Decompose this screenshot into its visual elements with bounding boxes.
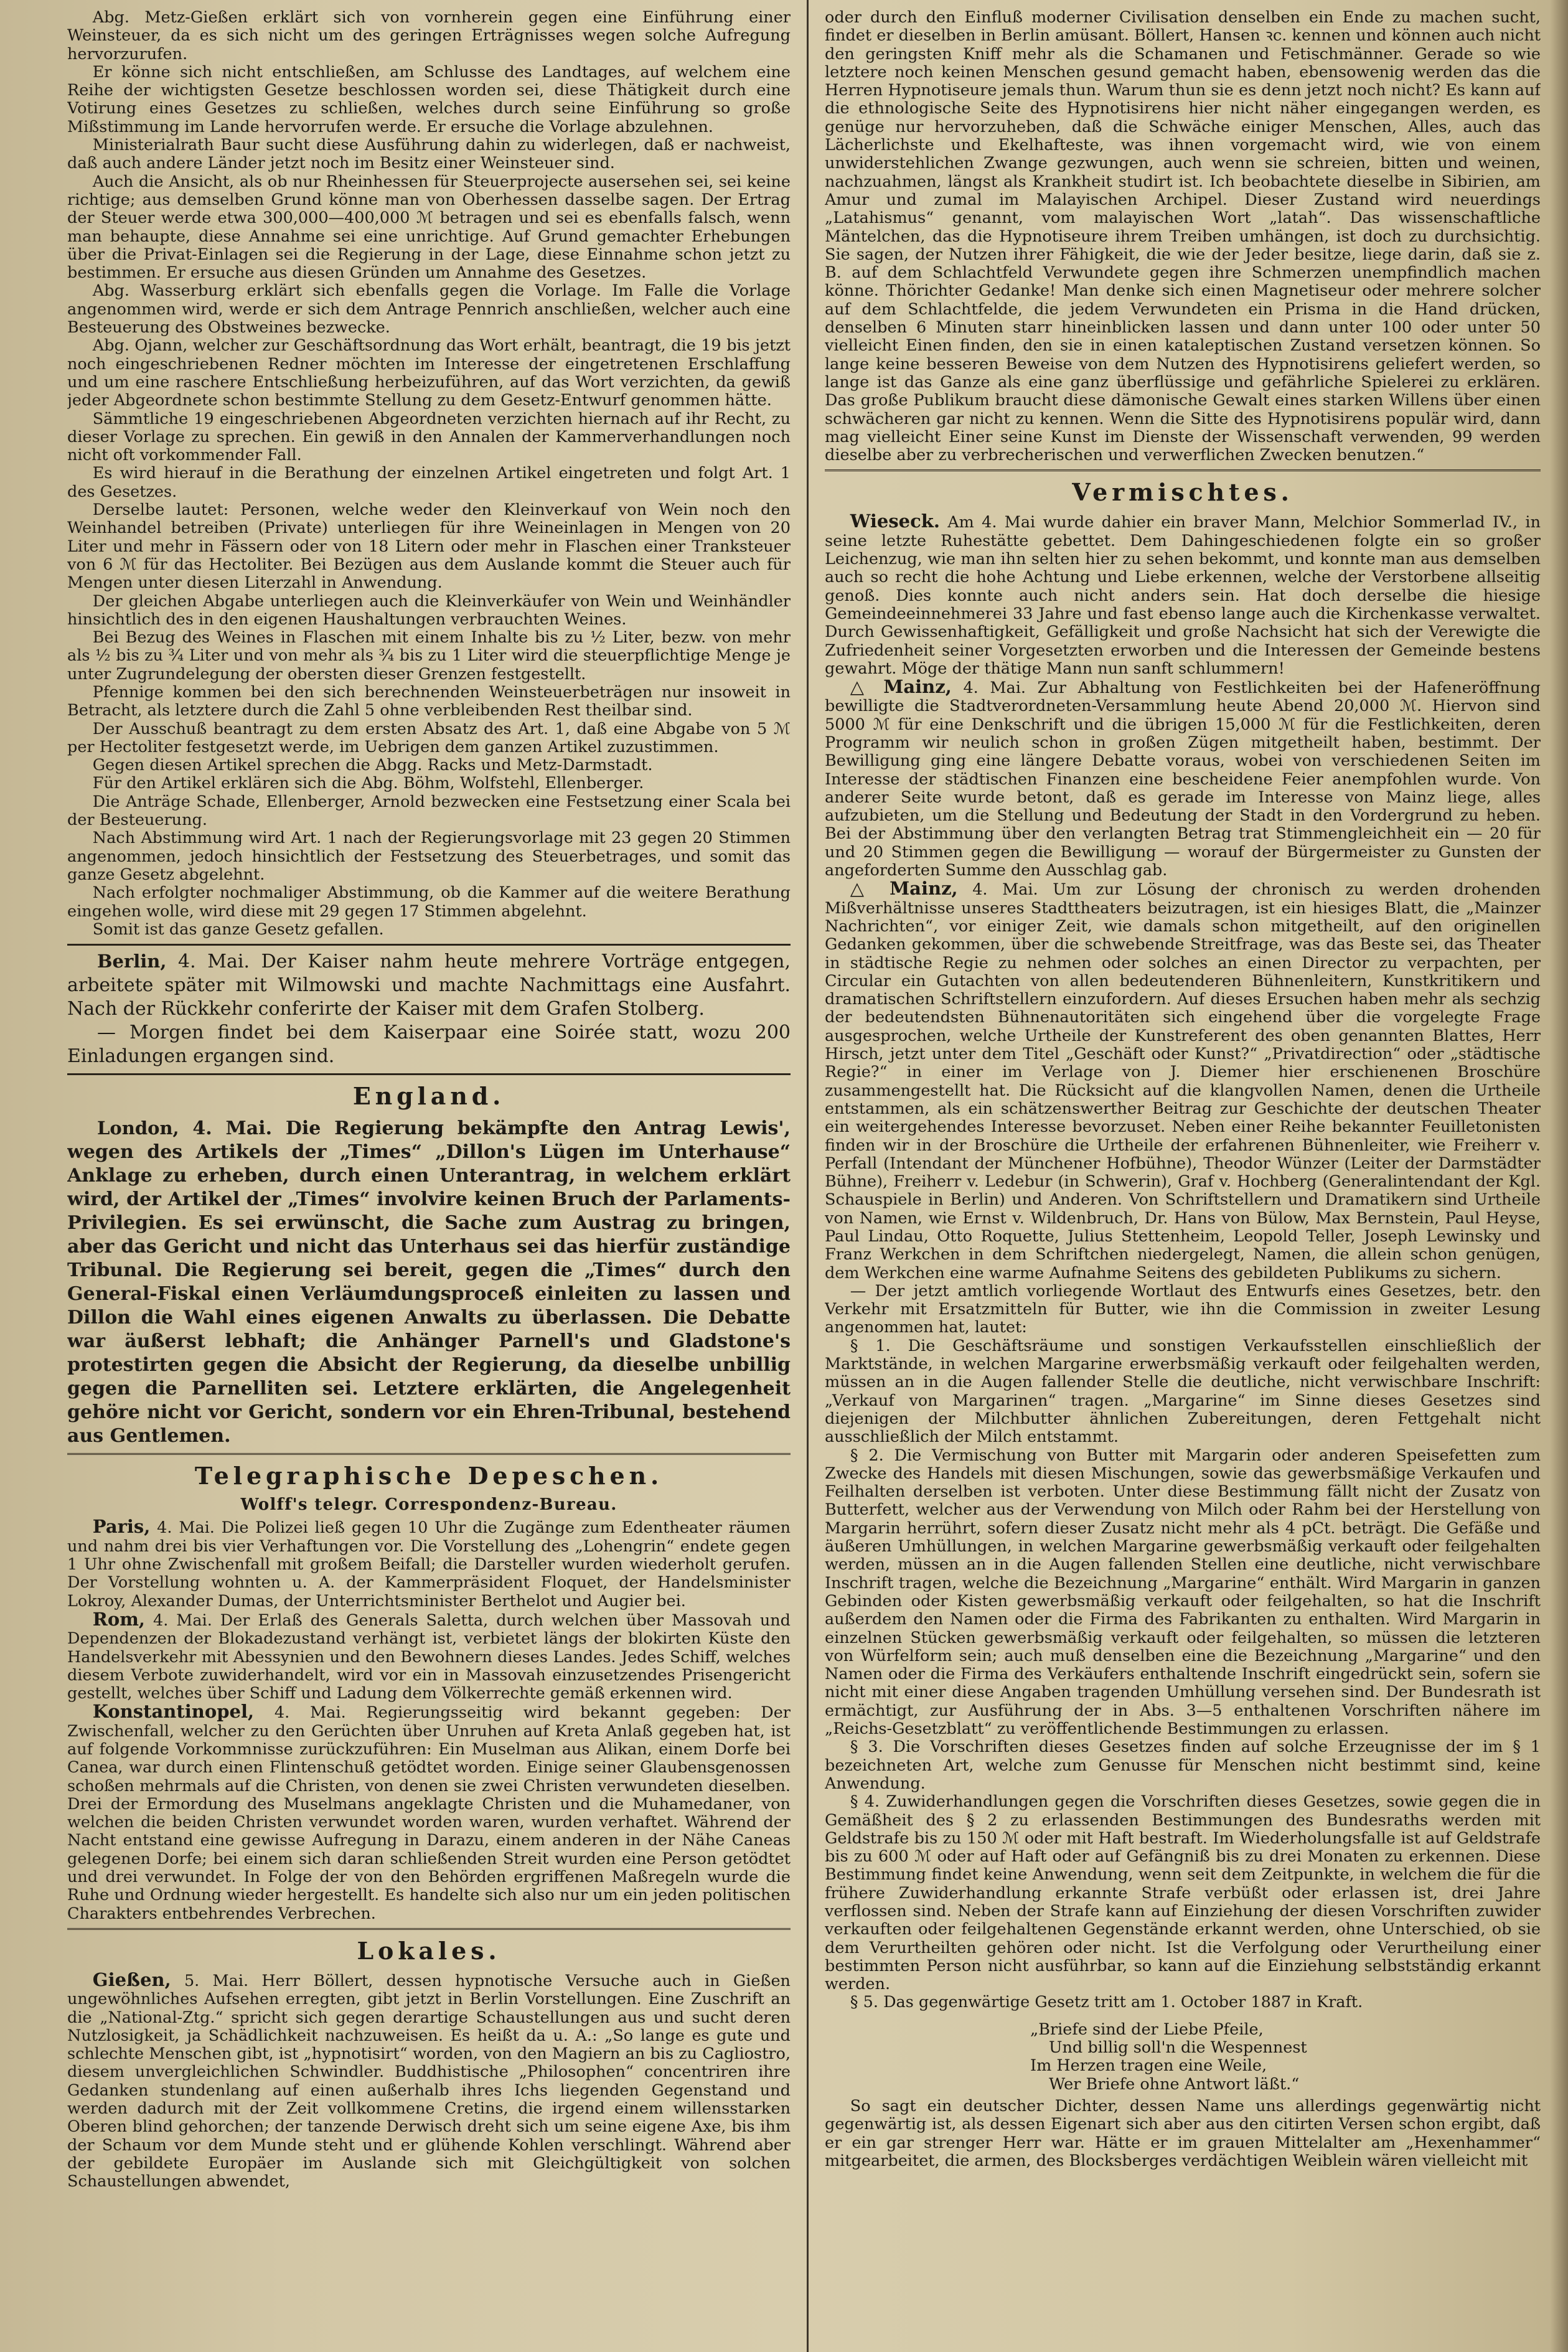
- telegram-text: 4. Mai. Die Polizei ließ gegen 10 Uhr die Zugänge zum Edentheater räumen und nahm drei bis vier Verhaftungen vor. Die Vorstellung des „Lohengrin“ endete gegen 1 Uhr ohne Zwischenfall mit großem Beifall; die Darsteller wurden wiederholt gerufen. Der Vorstellung wohnten u. A. der Kammerpräsident Floquet, der Handelsminister Lokroy, Alexander Dumas, der Unterrichtsminister Berthelot und Augier bei.: [67, 1518, 791, 1611]
- law-paragraph: § 4. Zuwiderhandlungen gegen die Vorschriften dieses Gesetzes, sowie gegen die in Gemäßheit des § 2 zu erlassenden Bestimmungen des Bundesraths werden mit Geldstrafe bis zu 150 ℳ oder mit Haft bestraft. Im Wiederholungsfalle ist auf Geldstrafe bis zu 600 ℳ oder auf Haft oder auf Gefängniß bis zu drei Monaten zu erkennen. Diese Bestimmung findet keine Anwendung, wenn seit dem Zeitpunkte, in welchem die für die frühere Zuwiderhandlung erkannte Strafe verbüßt oder erlassen ist, drei Jahre verflossen sind. Neben der Strafe kann auf Einziehung der diesen Vorschriften zuwider verkauften oder feilgehaltenen Gegenstände erkannt werden, ohne Unterschied, ob sie dem Verurtheilten gehören oder nicht. Ist die Verfolgung oder Verurtheilung einer bestimmten Person nicht ausführbar, so kann auf die Einziehung selbstständig erkannt werden.: [825, 1792, 1541, 1994]
- berlin-place: Berlin,: [97, 951, 167, 972]
- poem-line: Wer Briefe ohne Antwort läßt.“: [1049, 2074, 1300, 2094]
- page-edge-shadow: [1550, 0, 1568, 2352]
- column-divider: [807, 0, 809, 2352]
- wieseck-text: Am 4. Mai wurde dahier ein braver Mann, Melchior Sommerlad IV., in seine letzte Ruhestätte gebettet. Dem Dahingeschiedenen folgte ein so großer Leichenzug, wie man ihn selten hier zu sehen bekommt, und konnte man aus demselben auch so recht die hohe Achtung und Liebe erkennen, welche der Verstorbene allseitig genoß. Dies konnte auch nicht anders sein. Hat doch derselbe die hiesige Gemeindeeinnehmerei 33 Jahre und fast ebenso lange auch die Kirchenkasse verwaltet. Durch Gewissenhaftigkeit, Gefälligkeit und große Nachsicht hat sich der Verewigte die Zufriedenheit seiner Vorgesetzten erworben und die Interessen der Gemeinde bestens gewahrt. Möge der thätige Mann nun sanft schlummern!: [825, 513, 1541, 678]
- berlin-text: 4. Mai. Der Kaiser nahm heute mehrere Vorträge entgegen, arbeitete später mit Wilmowski und machte Nachmittags eine Ausfahrt. Nach der Rückkehr conferirte der Kaiser mit dem Grafen Stolberg.: [67, 951, 791, 1020]
- mainz-place: △ Mainz,: [850, 878, 958, 900]
- landtag-paragraph: Sämmtliche 19 eingeschriebenen Abgeordneten verzichten hiernach auf ihr Recht, zu dieser Vorlage zu sprechen. Ein gewiß in den Annalen der Kammerverhandlungen noch nicht oft vorkommender Fall.: [67, 409, 791, 465]
- landtag-paragraph: Pfennige kommen bei den sich berechnenden Weinsteuerbeträgen nur insoweit in Betracht, als letztere durch die Zahl 5 ohne verbleibenden Rest theilbar sind.: [67, 682, 791, 720]
- landtag-report: [67, 9, 791, 939]
- landtag-paragraph: Bei Bezug des Weines in Flaschen mit einem Inhalte bis zu ½ Liter, bezw. von mehr als ½ bis zu ¾ Liter und von mehr als ¾ bis zu 1 Liter wird die steuerpflichtige Menge je unter Zugrundelegung der obersten dieser Grenzen festgestellt.: [67, 628, 791, 684]
- divider: [67, 1453, 791, 1455]
- mainz-place: △ Mainz,: [850, 676, 952, 698]
- landtag-paragraph: Er könne sich nicht entschließen, am Schlusse des Landtages, auf welchem eine Reihe der wichtigsten Gesetze beschlossen worden sei, diese Thätigkeit durch eine Votirung eines Gesetzes zu schließen, welches durch seine Einführung so große Mißstimmung im Lande hervorrufen werde. Er ersuche die Vorlage abzulehnen.: [67, 62, 791, 136]
- wieseck-place: Wieseck.: [850, 510, 940, 532]
- section-heading-england: England.: [352, 1082, 505, 1111]
- giessen-item: [67, 1971, 791, 2191]
- margarine-law: [825, 1337, 1541, 2012]
- telegram-item: [67, 1608, 791, 1703]
- london-text: 4. Mai. Die Regierung bekämpfte den Antrag Lewis', wegen des Artikels der „Times“ „Dillon's Lügen im Unterhause“ Anklage zu erheben, durch einen Unterantrag, in welchem erklärt wird, der Artikel der „Times“ involvire keinen Bruch der Parlaments-Privilegien. Es sei erwünscht, die Sache zum Austrag zu bringen, aber das Gericht und nicht das Unterhaus sei das hierfür zuständige Tribunal. Die Regierung sei bereit, gegen die „Times“ durch den General-Fiskal einen Verläumdungsproceß einleiten zu lassen und Dillon die Wahl eines eigenen Anwalts zu überlassen. Die Debatte war äußerst lebhaft; die Anhänger Parnell's und Gladstone's protestirten gegen die Absicht der Regierung, da dieselbe unbillig gegen die Parnelliten sei. Letztere erklärten, die Angelegenheit gehöre nicht vor Gericht, sondern vor ein Ehren-Tribunal, bestehend aus Gentlemen.: [67, 1117, 791, 1447]
- law-paragraph: § 1. Die Geschäftsräume und sonstigen Verkaufsstellen einschließlich der Marktstände, in welchen Margarine erwerbsmäßig verkauft oder feilgehalten werden, müssen an in die Augen fallender Stelle die deutliche, nicht verwischbare Inschrift: „Verkauf von Margarinen“ tragen. „Margarine“ im Sinne dieses Gesetzes sind diejenigen der Milchbutter ähnlichen Zubereitungen, deren Fettgehalt nicht ausschließlich der Milch entstammt.: [825, 1336, 1541, 1447]
- right-column: [825, 9, 1541, 2343]
- mainz-text: 4. Mai. Zur Abhaltung von Festlichkeiten bei der Hafeneröffnung bewilligte die Stadtverordneten-Versammlung heute Abend 20,000 ℳ. Hiervon sind 5000 ℳ für eine Denkschrift und die übrigen 15,000 ℳ für die Festlichkeiten, deren Programm wir neulich schon in großen Zügen mitgetheilt haben, bestimmt. Der Bewilligung ging eine längere Debatte voraus, wobei von verschiedenen Seiten im Interesse der städtischen Finanzen eine bescheidene Feier anempfohlen wurde. Von anderer Seite wurde betont, daß es gerade im Interesse von Mainz liege, alles aufzubieten, um die Stellung und Bedeutung der Stadt in den Vordergrund zu heben. Bei der Abstimmung über den verlangten Betrag trat Stimmengleichheit ein — 20 für und 20 Stimmen gegen die Bewilligung — worauf der Bürgermeister zu Gunsten der angeforderten Summe den Ausschlag gab.: [825, 679, 1541, 880]
- landtag-paragraph: Nach erfolgter nochmaliger Abstimmung, ob die Kammer auf die weitere Berathung eingehen wolle, wird diese mit 29 gegen 17 Stimmen abgelehnt.: [67, 883, 791, 921]
- landtag-paragraph: Ministerialrath Baur sucht diese Ausführung dahin zu widerlegen, daß er nachweist, daß auch andere Länder jetzt noch im Besitz einer Weinsteuer sind.: [67, 136, 791, 173]
- telegram-item: [67, 1703, 791, 1923]
- divider: [67, 1073, 791, 1075]
- telegram-text: 4. Mai. Regierungsseitig wird bekannt gegeben: Der Zwischenfall, welcher zu den Gerüchten über Unruhen auf Kreta Anlaß gegeben hat, ist auf folgende Vorkommnisse zurückzuführen: Ein Muselman aus Alikan, einem Dorfe bei Canea, war durch einen Flintenschuß getödtet worden. Einige seiner Glaubensgenossen schoßen mehrmals auf die Christen, von denen sie zwei Christen verwundeten dieselben. Drei der Ermordung des Muselmans angeklagte Christen und die Muhamedaner, von welchen die beiden Christen verwundet worden waren, wurden verhaftet. Während der Nacht entstand eine gewisse Aufregung in Darazu, einem anderen in der Nähe Caneas gelegenen Dorfe; bei einem sich daran schließenden Streit wurden eine Person getödtet und drei verwundet. In Folge der von den Behörden ergriffenen Maßregeln wurde die Ruhe und Ordnung wieder hergestellt. Es handelte sich also nur um ein jeden politischen Charakters entbehrendes Verbrechen.: [67, 1703, 791, 1923]
- wieseck-item: [825, 512, 1541, 678]
- section-heading-telegraphic: Telegraphische Depeschen.: [194, 1462, 664, 1490]
- section-heading-lokales: Lokales.: [357, 1936, 501, 1965]
- landtag-paragraph: Der Ausschuß beantragt zu dem ersten Absatz des Art. 1, daß eine Abgabe von 5 ℳ per Hectoliter festgesetzt werde, im Uebrigen dem ganzen Artikel zuzustimmen.: [67, 719, 791, 756]
- landtag-paragraph: Derselbe lautet: Personen, welche weder den Kleinverkauf von Wein noch den Weinhandel betreiben (Private) unterliegen für ihre Weineinlagen in Mengen von 20 Liter und mehr in Fässern oder von 18 Litern oder mehr in Flaschen einer Tranksteuer von 6 ℳ für das Hectoliter. Bei Bezügen aus dem Auslande kommt die Steuer auch für Mengen unter diesen Literzahl in Anwendung.: [67, 501, 791, 593]
- margarine-intro: — Der jetzt amtlich vorliegende Wortlaut des Entwurfs eines Gesetzes, betr. den Verkehr mit Ersatzmitteln für Butter, wie ihn die Commission in zweiter Lesung angenommen hat, lautet:: [825, 1281, 1541, 1337]
- london-place: London,: [97, 1117, 179, 1139]
- telegram-text: 4. Mai. Der Erlaß des Generals Saletta, durch welchen über Massovah und Dependenzen der Blokadezustand verhängt ist, verbietet längs der blokirten Küste den Handelsverkehr mit Abessynien und den Bewohnern dieses Landes. Jedes Schiff, welches diesem Verbote zuwiderhandelt, wird vor ein in Massovah einzusetzendes Prisengericht gestellt, welches über Schiff und Ladung dem Völkerrechte gemäß erkennen wird.: [67, 1611, 791, 1703]
- mainz-item: [825, 880, 1541, 1282]
- law-paragraph: § 3. Die Vorschriften dieses Gesetzes finden auf solche Erzeugnisse der im § 1 bezeichneten Art, welche zum Genusse für Menschen nicht bestimmt sind, keine Anwendung.: [825, 1738, 1541, 1793]
- telegram-place: Rom,: [92, 1608, 146, 1630]
- law-paragraph: § 2. Die Vermischung von Butter mit Margarin oder anderen Speisefetten zum Zwecke des Handels mit diesen Mischungen, sowie das gewerbsmäßige Verkaufen und Feilhalten derselben ist verboten. Unter diese Bestimmung fällt nicht der Zusatz von Butterfett, welcher aus der Verwendung von Milch oder Rahm bei der Herstellung von Margarin herrührt, sofern dieser Zusatz nicht mehr als 4 pCt. beträgt. Die Gefäße und äußeren Umhüllungen, in welchen Margarine gewerbsmäßig verkauft oder feilgehalten werden, müssen an in die Augen fallenden Stellen eine deutliche, nicht verwischbare Inschrift tragen, welche die Bezeichnung „Margarine“ enthält. Wird Margarin in ganzen Gebinden oder Kisten gewerbsmäßig verkauft oder feilgehalten, so hat die Inschrift außerdem den Namen oder die Firma des Fabrikanten zu enthalten. Wird Margarin in einzelnen Stücken gewerbsmäßig verkauft oder feilgehalten, so müssen die letzteren von Würfelform sein; auch muß denselben eine die Bezeichnung „Margarine“ und den Namen oder die Firma des Verkäufers enthaltende Inschrift eingedrückt sein, sofern sie nicht mit einer diese Angaben tragenden Umhüllung versehen sind. Der Bundesrath ist ermächtigt, zur Ausführung der in Abs. 3—5 enthaltenen Vorschriften nähere im „Reichs-Gesetzblatt“ zu veröffentlichende Bestimmungen zu erlassen.: [825, 1446, 1541, 1739]
- landtag-paragraph: Gegen diesen Artikel sprechen die Abgg. Racks und Metz-Darmstadt.: [92, 756, 653, 775]
- poem: [1030, 2021, 1541, 2094]
- landtag-paragraph: Nach Abstimmung wird Art. 1 nach der Regierungsvorlage mit 23 gegen 20 Stimmen angenommen, jedoch hinsichtlich der Festsetzung des Steuerbetrages, und somit das ganze Gesetz abgelehnt.: [67, 829, 791, 884]
- giessen-text: 5. Mai. Herr Böllert, dessen hypnotische Versuche auch in Gießen ungewöhnliches Aufsehen erregten, gibt jetzt in Berlin Vorstellungen. Eine Zuschrift an die „National-Ztg.“ spricht sich gegen derartige Schaustellungen aus und sucht deren Nutzlosigkeit, ja Schädlichkeit nachzuweisen. Es heißt da u. A.: „So lange es gute und schlechte Menschen gibt, ist „hypnotisirt“ worden, von den Magiern an bis zu Cagliostro, diesem unvergleichlichen Schwindler. Buddhistische „Philosophen“ concentriren ihre Gedanken stundenlang auf einen außerhalb ihres Ichs liegenden Gegenstand und werden dadurch mit der Zeit vollkommene Cretins, die irgend einem willensstarken Oberen blind gehorchen; der tanzende Derwisch dreht sich um seine eigene Axe, bis ihm der Schaum vor dem Munde steht und er glühende Kohlen verschlingt. Während aber der gebildete Europäer im Auslande sich mit Gleichgültigkeit von solchen Schaustellungen abwendet,: [67, 1971, 791, 2191]
- landtag-paragraph: Es wird hierauf in die Berathung der einzelnen Artikel eingetreten und folgt Art. 1 des Gesetzes.: [67, 464, 791, 501]
- divider: [67, 944, 791, 946]
- divider: [67, 1928, 791, 1930]
- mainz-text: 4. Mai. Um zur Lösung der chronisch zu werden drohenden Mißverhältnisse unseres Stadttheaters beizutragen, ist ein hiesiges Blatt, die „Mainzer Nachrichten“, vor einiger Zeit, wie damals schon mitgetheilt, auf den originellen Gedanken gekommen, über die schwebende Streitfrage, was das Beste sei, das Theater in städtische Regie zu nehmen oder solches an einen Director zu verpachten, per Circular ein Gutachten von allen bedeutenderen Bühnenleitern, Kunstkritikern und dramatischen Schriftstellern einzufordern. Auf dieses Ersuchen haben mehr als sechzig der bedeutendsten Bühnenautoritäten sich eingehend über die vorgelegte Frage ausgesprochen, welche Urtheile der Kunstreferent des oben genannten Blattes, Herr Hirsch, jetzt unter dem Titel „Geschäft oder Kunst?“ „Privatdirection“ oder „städtische Regie?“ in einer im Verlage von J. Diemer hier erschienenen Broschüre zusammengestellt hat. Die Rücksicht auf die klangvollen Namen, denen die Urtheile entstammen, als ein schätzenswerther Beitrag zur Geschichte der deutschen Theater ein weitergehendes Interesse bevorzuset. Neben einer Reihe bekannter Feuilletonisten finden wir in der Broschüre die Urtheile der erfahrenen Bühnenleiter, wie Freiherr v. Perfall (Intendant der Münchener Hofbühne), Theodor Wünzer (Leiter der Darmstädter Bühne), Freiherr v. Ledebur (in Schwerin), Graf v. Hochberg (Generalintendant der Kgl. Schauspiele in Berlin) und Anderen. Von Schriftstellern und Dramatikern sind Urtheile von Namen, wie Ernst v. Wildenbruch, Dr. Hans von Bülow, Max Bernstein, Paul Heyse, Paul Lindau, Otto Roquette, Julius Stettenheim, Leopold Teller, Joseph Lewinsky und Franz Werkchen in dem Schriftchen niedergelegt, Namen, die allein schon genügen, dem Werkchen eine warme Aufnahme Seitens des gebildeten Publikums zu sichern.: [825, 880, 1541, 1282]
- closing-paragraph: So sagt ein deutscher Dichter, dessen Name uns allerdings gegenwärtig nicht gegenwärtig ist, als dessen Eigenart sich aber aus den citirten Versen schon ergibt, daß er ein gar strenger Herr war. Hätte er im grauen Mittelalter am „Hexenhammer“ mitgearbeitet, die armen, des Blocksberges verdächtigen Weiblein wären vielleicht mit: [825, 2096, 1541, 2170]
- lokales-continuation: oder durch den Einfluß moderner Civilisation denselben ein Ende zu machen sucht, findet er dieselben in Berlin amüsant. Böllert, Hansen ꝛc. kennen und können auch nicht den geringsten Kniff mehr als die Schamanen und Fetischmänner. Gerade so wie letztere noch keinen Menschen gesund gemacht haben, ebensowenig werden das die Herren Hypnotiseure jemals thun. Warum thun sie es denn jetzt noch nicht? Es kann auf die ethnologische Seite des Hypnotisirens hier nicht näher eingegangen werden, es genüge nur hervorzuheben, daß die Schwäche einiger Menschen, Alles, auch das Lächerlichste und Ekelhafteste, was ihnen vorgemacht wird, wie von einem unwiderstehlichen Zwange gezwungen, auch wenn sie schreien, bitten und weinen, nachzuahmen, längst als Krankheit studirt ist. Ich beobachtete dieselbe in Sibirien, am Amur und zumal im Malayischen Archipel. Dieser Zustand wird neuerdings „Latahismus“ genannt, vom malayischen Wort „latah“. Das wissenschaftliche Mäntelchen, das die Hypnotiseure ihrem Treiben umhängen, ist doch zu durchsichtig. Sie sagen, der Nutzen ihrer Fähigkeit, die wie der Jeder besitze, liege darin, daß sie z. B. auf dem Schlachtfeld Verwundete gegen ihre Schmerzen unempfindlich machen könne. Thörichter Gedanke! Man denke sich einen Magnetiseur oder mehrere solcher auf dem Schlachtfelde, die jedem Verwundeten ein Prisma in die Hand drücken, denselben 6 Minuten starr hineinblicken lassen und dann unter 100 oder unter 50 vielleicht Einen finden, den sie in einen kataleptischen Zustand versetzen können. So lange keine besseren Beweise von dem Nutzen des Hypnotisirens geliefert werden, so lange ist das Ganze als eine ganz überflüssige und gefährliche Spielerei zu erklären. Das große Publikum braucht diese dämonische Gewalt eines starken Willens über einen schwächeren gar nicht zu kennen. Wenn die Sitte des Hypnotisirens populär wird, dann mag vielleicht Einer seine Kunst im Dienste der Wissenschaft verwenden, 99 werden dieselbe aber zu verbrecherischen und verwerflichen Zwecken benutzen.“: [825, 9, 1541, 465]
- poem-line: Im Herzen tragen eine Weile,: [1030, 2056, 1267, 2076]
- law-paragraph: § 5. Das gegenwärtige Gesetz tritt am 1. October 1887 in Kraft.: [850, 1993, 1363, 2012]
- landtag-paragraph: Der gleichen Abgabe unterliegen auch die Kleinverkäufer von Wein und Weinhändler hinsichtlich des in den eigenen Haushaltungen verbrauchten Weines.: [67, 591, 791, 629]
- telegram-place: Konstantinopel,: [92, 1701, 255, 1723]
- divider: [825, 469, 1541, 471]
- landtag-paragraph: Abg. Wasserburg erklärt sich ebenfalls gegen die Vorlage. Im Falle die Vorlage angenommen wird, werde er sich dem Antrage Pennrich anschließen, welcher auch eine Besteuerung des Obstweines bezwecke.: [67, 281, 791, 337]
- poem-line: Und billig soll'n die Wespennest: [1049, 2038, 1307, 2058]
- london-item: [67, 1116, 791, 1448]
- telegraphic-bureau: Wolff's telegr. Correspondenz-Bureau.: [240, 1495, 617, 1515]
- mainz-item: [825, 678, 1541, 880]
- landtag-paragraph: Auch die Ansicht, als ob nur Rheinhessen für Steuerprojecte ausersehen sei, sei keine richtige; aus demselben Grund könne man von Oberhessen dasselbe sagen. Der Ertrag der Steuer werde etwa 300,000—400,000 ℳ betragen und sei es ebenfalls falsch, wenn man behaupte, diese Annahme sei eine unrichtige. Auf Grund gemachter Erhebungen über die Privat-Einlagen sei die Regierung in der Lage, diese Einnahme schon jetzt zu bestimmen. Er ersuche aus diesen Gründen um Annahme des Gesetzes.: [67, 172, 791, 283]
- landtag-paragraph: Für den Artikel erklären sich die Abg. Böhm, Wolfstehl, Ellenberger.: [92, 774, 644, 793]
- telegram-place: Paris,: [92, 1516, 151, 1538]
- poem-line: „Briefe sind der Liebe Pfeile,: [1030, 2020, 1264, 2039]
- giessen-place: Gießen,: [92, 1969, 171, 1990]
- left-column: [67, 9, 791, 2343]
- section-heading-vermischtes: Vermischtes.: [1072, 478, 1293, 507]
- landtag-paragraph: Abg. Metz-Gießen erklärt sich von vornherein gegen eine Einführung einer Weinsteuer, da es sich nicht um des geringen Erträgnisses wegen solche Aufregung hervorzurufen.: [67, 9, 791, 64]
- landtag-paragraph: Somit ist das ganze Gesetz gefallen.: [92, 920, 384, 939]
- landtag-paragraph: Die Anträge Schade, Ellenberger, Arnold bezwecken eine Festsetzung einer Scala bei der Besteuerung.: [67, 792, 791, 830]
- landtag-paragraph: Abg. Ojann, welcher zur Geschäftsordnung das Wort erhält, beantragt, die 19 bis jetzt noch eingeschriebenen Redner möchten im Interesse der eingetretenen Erschlaffung und um eine raschere Entschließung herbeizuführen, auf das Wort verzichten, da gewiß jeder Abgeordnete schon bestimmte Stellung zu dem Gesetz-Entwurf genommen hätte.: [67, 336, 791, 410]
- berlin-item-2: — Morgen findet bei dem Kaiserpaar eine Soirée statt, wozu 200 Einladungen ergangen sind.: [67, 1022, 791, 1068]
- berlin-item: [67, 949, 791, 1021]
- telegram-item: [67, 1518, 791, 1610]
